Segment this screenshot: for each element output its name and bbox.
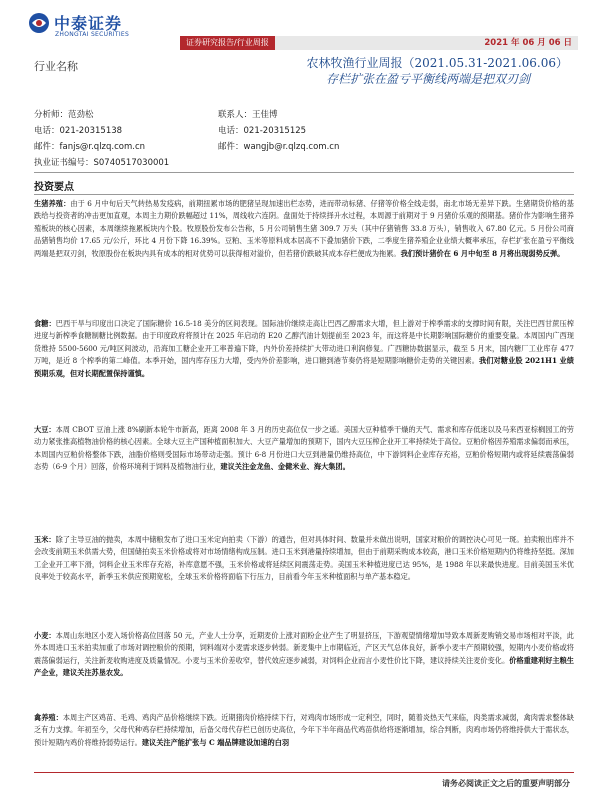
- report-subtitle: 存栏扩张在盈亏平衡线两端是把双刃剑: [325, 72, 530, 86]
- company-logo: [28, 10, 178, 40]
- brand-name-cn: 中泰证券: [54, 14, 123, 33]
- paragraph-body: 本周 CBOT 豆油上涨 8%刷新本轮牛市新高，距离 2008 年 3 月的历史高位仅一步之遥。美国大豆种植季干燥的天气、需求和库存低迷以及马来西亚棕榈园工的劳动力紧张推高植物油价格的核心因素。全球大豆主产国种植面积加大、大豆产量增加的预期下，国内大豆压榨企业开工率持续处于高位。豆粕价格因养殖需求偏弱而承压，本周国内豆粕价格整体下跌，油脂价格则受国际市场带动走强。预计 6-8 月份进口大豆到港量仍维持高位，中下游饲料企业库存充裕，豆粕价格短期内或将延续震荡偏弱态势（6-9 个月）回落，价格环境利于饲料及植物油行业，: [34, 425, 574, 472]
- paragraph-body: 本周山东地区小麦入场价格高位回落 50 元，产业人士分享，近期麦价上涨对面粉企业产生了明显挤压，下游观望情绪增加导致本周新麦购销交易市场相对平淡，此外本周进口玉米拍卖加重了市场对调控粮价的预期，饲料端对小麦需求逐步转弱。新麦集中上市期临近，产区天气总体良好，新季小麦丰产预期较强，短期内小麦价格或将震荡偏弱运行，关注新麦收购进度及质量情况。小麦与玉米价差收窄，替代效应逐步减弱，对饲料企业而言小麦性价比下降，建议持续关注麦价变化。: [34, 631, 574, 665]
- report-title: 农林牧渔行业周报（2021.05.31-2021.06.06）: [306, 56, 568, 70]
- contact-phone: 电话：021-20315125: [218, 126, 307, 136]
- contact-email[interactable]: 邮件：wangjb@r.qlzq.com.cn: [218, 142, 340, 152]
- paragraph-corn: [34, 534, 574, 584]
- paragraph-head: 生猪养殖：: [34, 199, 71, 208]
- divider-top: [34, 172, 574, 173]
- footer-disclaimer: 请务必阅读正文之后的重要声明部分: [442, 779, 570, 788]
- paragraph-soy: [34, 424, 574, 474]
- zhongtai-logo-icon: [28, 12, 50, 34]
- paragraph-head: 小麦：: [34, 631, 56, 640]
- paragraph-hog: [34, 198, 574, 260]
- analyst-email[interactable]: 邮件：fanjs@r.qlzq.com.cn: [34, 142, 146, 152]
- report-date: 2021 年 06 月 06 日: [484, 38, 572, 48]
- brand-name-en: ZHONGTAI SECURITIES: [55, 31, 130, 38]
- paragraph-body: 本周主产区鸡苗、毛鸡、鸡肉产品价格继续下跌。近期猪肉价格持续下行，对鸡肉市场形成一定利空，同时，随着炎热天气来临，肉类需求减弱，禽肉需求整体缺乏有力支撑。年初至今，父母代种鸡存栏持续增加，后备父母代存栏已创历史高位，今年下半年商品代鸡苗供给将逐渐增加，综合判断，肉鸡市场仍将维持供大于需状态，预计短期内鸡价将维持弱势运行。: [34, 713, 574, 747]
- paragraph-body: 由于 6 月中旬后天气转热易发疫病，前期扭累市场的肥猪呈现加速出栏态势，进而带动标猪、仔猪等价格全线走弱，南北市场无差异下跌。生猪期货价格的基跌给与投资者的冲击更加直观，本周主力期价跌幅超过 11%，周线收六连阴。盘面处于持续择升水过程，本周源于前期对于 9 月猪价乐观的预期基。猪价作为影响生猪养殖板块的核心因素，本周继续拖累板块内个股。牧原股份发布公告称，5 月公司销售生猪 309.7 万头（其中仔猪销售 33.8 万头），销售收入 67.80 亿元。5 月份公司商品猪销售均价 17.65 元/公斤，环比 4 月份下降 16.39%。豆粕、玉米等原料成本居高不下叠加猪价下跌，二季度生猪养殖企业业绩大概率承压，存栏扩张在盈亏平衡线两端是把双刃剑，牧原股份在板块内具有成本的相对优势可以获得相对溢价，但若猪价跌破其成本存栏便成为拖累。: [34, 199, 574, 258]
- divider-section: [34, 194, 574, 195]
- report-category: 证券研究报告/行业周报: [180, 36, 275, 50]
- paragraph-head: 食糖：: [34, 319, 56, 328]
- footer-divider: [34, 772, 574, 773]
- paragraph-emphasis: 建议关注金龙鱼、金健米业、海大集团。: [220, 462, 350, 472]
- industry-label: 行业名称: [34, 60, 78, 73]
- paragraph-head: 大豆：: [34, 425, 56, 434]
- paragraph-body: 巴西干旱与印度出口决定了国际糖价 16.5-18 美分的区间表现。国际油价继续走高让巴西乙醇需求大增，但上游对于榨季需求的支撑时间有限，关注巴西甘蔗压榨进度与新榨季食糖制糖比例数据。由于印度政府将预计在 2025 年启动的 E20 乙醇汽油计划提前至 2023 年，而这将是中长期影响国际糖价的重要变量。本周国内广西现货维持 5500-5600 元/吨区间波动，沿海加工糖企业开工率普遍下降，内外价差持续扩大带动进口利润修复。广西糖协数据显示，截至 5 月末，国内糖厂工业库存 477 万吨，是近 8 个榨季的第二峰值。本季开始，国内库存压力大增，受内外价差影响，进口糖到港节奏仍将是短期影响糖价走势的关键因素。: [34, 319, 574, 366]
- paragraph-wheat: [34, 630, 574, 680]
- paragraph-body: 除了主导豆油的抛卖，本周中储粮发布了进口玉米定向拍卖（下游）的通告，但对具体时间、数量并未做出说明，国家对粮价的调控决心可见一斑。拍卖粮出库并不会改变前期玉米供需大势，但国储拍卖玉米价格或将对市场情绪构成压制。进口玉米到港量持续增加，但由于前期采购成本较高，港口玉米价格短期内仍将维持坚挺。深加工企业开工率下滑，饲料企业玉米库存充裕，补库意愿不强，玉米价格或将延续区间震荡走势。美国玉米种植进度已达 95%，是 1988 年以来最快进度。目前美国玉米优良率处于较高水平，新季玉米供应预期宽松，全球玉米价格将面临下行压力，目前看今年玉米种植面积与单产基本稳定。: [34, 535, 574, 582]
- paragraph-head: 玉米：: [34, 535, 56, 544]
- report-header-band: [180, 36, 578, 50]
- paragraph-emphasis: 我们对糖业股 2021H1 业绩预期乐观，但对长期配置保持谨慎。: [34, 356, 574, 378]
- analyst-name: 分析师：范劲松: [34, 110, 94, 120]
- paragraph-emphasis: 价格重建利好主粮生产企业，建议关注苏垦农发。: [34, 655, 574, 678]
- paragraph-emphasis: 建议关注产能扩张与 C 端品牌建设加速的白羽: [141, 737, 290, 747]
- analyst-phone: 电话：021-20315138: [34, 126, 123, 136]
- contact-name: 联系人：王佳博: [218, 110, 278, 120]
- paragraph-head: 禽养殖：: [34, 713, 63, 722]
- paragraph-poultry: [34, 712, 574, 749]
- paragraph-emphasis: 我们预计猪价在 6 月中旬至 8 月将出现弱势反弹。: [400, 248, 565, 258]
- paragraph-sugar: [34, 318, 574, 380]
- analyst-license: 执业证书编号：S0740517030001: [34, 158, 170, 168]
- section-title: 投资要点: [34, 182, 74, 193]
